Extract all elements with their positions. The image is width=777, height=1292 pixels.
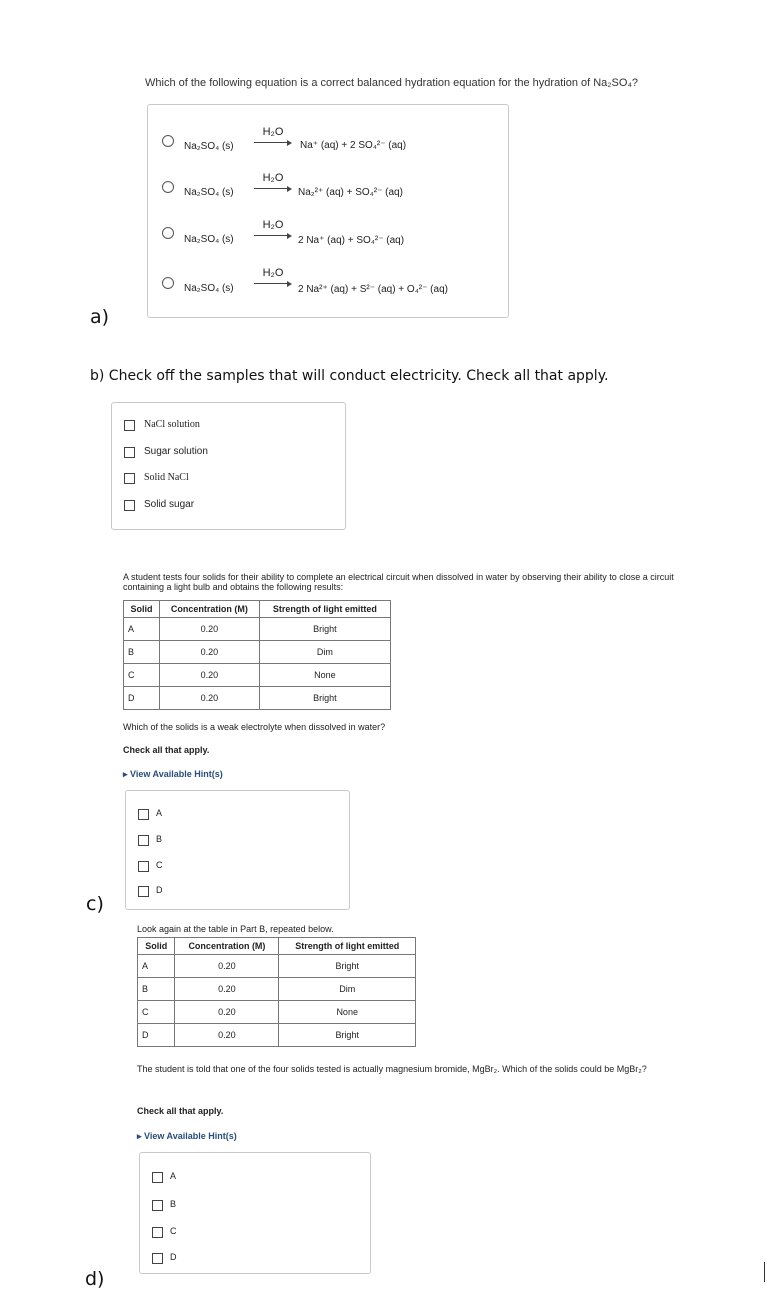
solid-sugar-label: Solid sugar: [144, 499, 195, 510]
table-row: [124, 687, 391, 710]
option-2-radio[interactable]: [162, 181, 174, 193]
table-cell: Bright: [259, 618, 390, 641]
option-c-label: C: [156, 860, 163, 870]
table-cell: A: [124, 618, 160, 641]
part-c-label: c): [86, 893, 104, 915]
option-b-label: B: [170, 1199, 177, 1209]
part-d-options-box: [139, 1152, 371, 1274]
part-c-question: Which of the solids is a weak electrolyte when dissolved in water?: [123, 722, 386, 732]
arrow-icon: [287, 140, 292, 146]
solid-nacl-checkbox[interactable]: [124, 473, 135, 484]
part-d-label: d): [85, 1268, 105, 1290]
text-cursor: [764, 1262, 765, 1282]
part-c-options-box: [125, 790, 350, 910]
table-cell: Dim: [279, 978, 416, 1001]
table-cell: Bright: [279, 955, 416, 978]
header-solid: Solid: [124, 601, 160, 618]
table-cell: None: [279, 1001, 416, 1024]
header-solid: Solid: [138, 938, 175, 955]
option-1-radio[interactable]: [162, 135, 174, 147]
option-d-checkbox[interactable]: [138, 886, 149, 897]
table-cell: 0.20: [175, 955, 279, 978]
option-c-label: C: [170, 1226, 177, 1236]
option-4-arrow: [254, 267, 292, 289]
table-row: [124, 618, 391, 641]
header-strength: Strength of light emitted: [279, 938, 416, 955]
option-d-label: D: [170, 1252, 177, 1262]
option-4-products: 2 Na²⁺ (aq) + S²⁻ (aq) + O₄²⁻ (aq): [298, 284, 448, 295]
part-d-question: The student is told that one of the four solids tested is actually magnesium bromide, MgBr₂. Which of the solids could be MgBr₂?: [137, 1064, 647, 1074]
option-4-radio[interactable]: [162, 277, 174, 289]
option-a-label: A: [170, 1171, 177, 1181]
table-cell: A: [138, 955, 175, 978]
option-a-checkbox[interactable]: [152, 1172, 163, 1183]
part-d-results-table: [137, 937, 416, 1047]
solid-sugar-checkbox[interactable]: [124, 500, 135, 511]
part-a-label: a): [90, 306, 110, 328]
option-3-products: 2 Na⁺ (aq) + SO₄²⁻ (aq): [298, 235, 405, 246]
arrow-label: H₂O: [262, 219, 284, 231]
table-cell: 0.20: [175, 978, 279, 1001]
table-cell: Bright: [279, 1024, 416, 1047]
table-header-row: [138, 938, 416, 955]
table-row: [138, 978, 416, 1001]
option-2-arrow: [254, 172, 292, 194]
option-1-products: Na⁺ (aq) + 2 SO₄²⁻ (aq): [300, 140, 407, 151]
option-c-checkbox[interactable]: [138, 861, 149, 872]
table-row: [138, 955, 416, 978]
part-c-instruction: Check all that apply.: [123, 745, 210, 755]
option-1-arrow: [254, 126, 292, 148]
option-a-checkbox[interactable]: [138, 809, 149, 820]
option-d-checkbox[interactable]: [152, 1253, 163, 1264]
table-row: [124, 641, 391, 664]
table-row: [138, 1001, 416, 1024]
nacl-solution-label: NaCl solution: [144, 419, 200, 430]
option-4-reactant: Na₂SO₄ (s): [184, 283, 234, 294]
table-cell: None: [259, 664, 390, 687]
table-row: [138, 1024, 416, 1047]
table-cell: 0.20: [159, 664, 259, 687]
arrow-label: H₂O: [262, 126, 284, 138]
option-2-products: Na₂²⁺ (aq) + SO₄²⁻ (aq): [298, 187, 403, 198]
option-3-arrow: [254, 219, 292, 241]
sugar-solution-checkbox[interactable]: [124, 447, 135, 458]
part-a-options-box: [147, 104, 509, 318]
table-cell: 0.20: [159, 618, 259, 641]
table-cell: 0.20: [175, 1001, 279, 1024]
table-cell: 0.20: [159, 641, 259, 664]
option-d-label: D: [156, 885, 163, 895]
option-b-checkbox[interactable]: [138, 835, 149, 846]
table-cell: Bright: [259, 687, 390, 710]
part-c-results-table: [123, 600, 391, 710]
sugar-solution-label: Sugar solution: [144, 446, 208, 457]
arrow-icon: [287, 233, 292, 239]
table-cell: 0.20: [159, 687, 259, 710]
part-b-options-box: [111, 402, 346, 530]
arrow-label: H₂O: [262, 267, 284, 279]
option-b-checkbox[interactable]: [152, 1200, 163, 1211]
table-cell: D: [138, 1024, 175, 1047]
table-cell: C: [138, 1001, 175, 1024]
part-c-intro: A student tests four solids for their ability to complete an electrical circuit when dissolved in water by observing their ability to close a circuit containing a light bulb and obtains the following results:: [123, 572, 674, 592]
arrow-label: H₂O: [262, 172, 284, 184]
nacl-solution-checkbox[interactable]: [124, 420, 135, 431]
table-cell: B: [124, 641, 160, 664]
arrow-icon: [287, 281, 292, 287]
header-concentration: Concentration (M): [175, 938, 279, 955]
header-concentration: Concentration (M): [159, 601, 259, 618]
arrow-icon: [287, 186, 292, 192]
option-2-reactant: Na₂SO₄ (s): [184, 187, 234, 198]
table-cell: 0.20: [175, 1024, 279, 1047]
table-cell: C: [124, 664, 160, 687]
part-d-intro: Look again at the table in Part B, repeated below.: [137, 924, 334, 934]
table-header-row: [124, 601, 391, 618]
option-a-label: A: [156, 808, 163, 818]
option-1-reactant: Na₂SO₄ (s): [184, 141, 234, 152]
part-c-hint-link[interactable]: ▸ View Available Hint(s): [123, 769, 223, 779]
option-3-reactant: Na₂SO₄ (s): [184, 234, 234, 245]
part-a-question: Which of the following equation is a correct balanced hydration equation for the hydration of Na₂SO₄?: [145, 77, 639, 89]
table-cell: D: [124, 687, 160, 710]
option-b-label: B: [156, 834, 163, 844]
table-cell: Dim: [259, 641, 390, 664]
option-c-checkbox[interactable]: [152, 1227, 163, 1238]
part-d-instruction: Check all that apply.: [137, 1106, 224, 1116]
header-strength: Strength of light emitted: [259, 601, 390, 618]
table-row: [124, 664, 391, 687]
table-cell: B: [138, 978, 175, 1001]
part-b-heading: b) Check off the samples that will conduct electricity. Check all that apply.: [90, 368, 609, 384]
solid-nacl-label: Solid NaCl: [144, 472, 189, 483]
option-3-radio[interactable]: [162, 227, 174, 239]
part-d-hint-link[interactable]: ▸ View Available Hint(s): [137, 1131, 237, 1141]
